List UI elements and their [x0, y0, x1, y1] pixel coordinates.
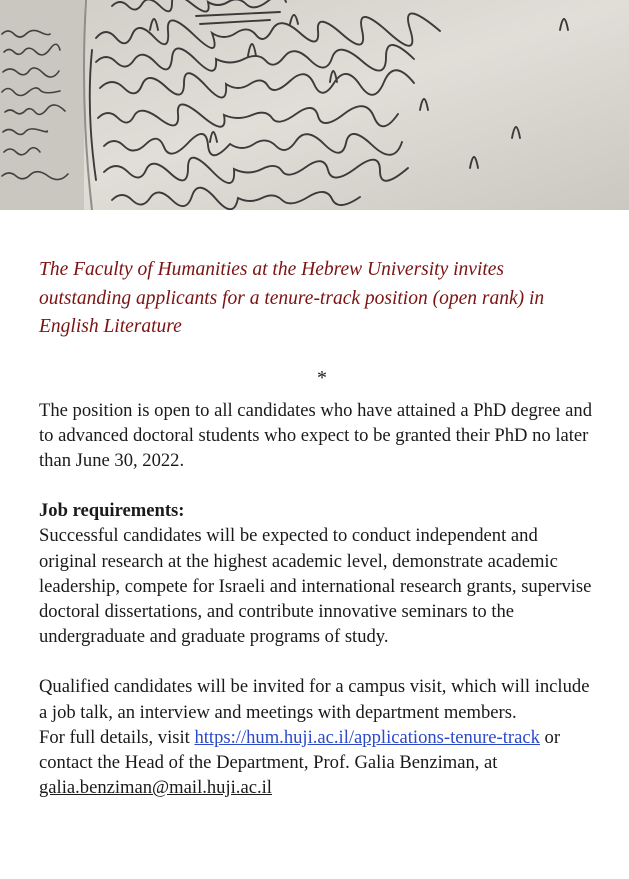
intro-paragraph: The position is open to all candidates who have attained a PhD degree and to advanced doctoral students who expect to be granted their PhD no later than June 30, 2022.: [39, 399, 593, 471]
visit-paragraph: Qualified candidates will be invited for a campus visit, which will include a job talk, an interview and meetings with department members.: [39, 676, 590, 723]
requirements-paragraph: Successful candidates will be expected to conduct independent and original research at the highest academic level, demonstrate academic leadership, compete for Israeli and international research grants, supervise doctoral dissertations, and contribute innovative seminars to the undergraduate and graduate programs of study.: [39, 525, 592, 648]
paragraph-gap: [39, 649, 599, 674]
handwriting-image: [0, 0, 629, 210]
paragraph-gap: [39, 473, 599, 498]
manuscript-banner: [0, 0, 629, 210]
details-prefix: For full details, visit: [39, 726, 195, 748]
details-middle: or contact the Head of the Department, Prof. Galia Benziman, at: [39, 726, 561, 773]
applications-link[interactable]: https://hum.huji.ac.il/applications-tenure-track: [194, 726, 540, 748]
headline: The Faculty of Humanities at the Hebrew University invites outstanding applicants for a tenure-track position (open rank) in English Literature: [39, 259, 545, 337]
requirements-label: Job requirements:: [39, 500, 185, 522]
contact-email-link[interactable]: galia.benziman@mail.huji.ac.il: [39, 777, 272, 799]
details-paragraph: [39, 725, 599, 801]
separator-asterisk: *: [317, 366, 327, 389]
job-posting: [39, 256, 599, 800]
